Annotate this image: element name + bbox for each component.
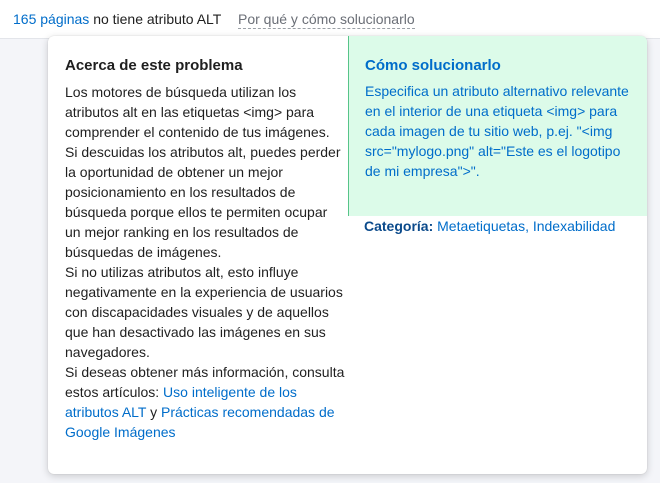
about-paragraph-3-prefix: Si deseas obtener más información, consulta estos artículos: (65, 364, 345, 400)
how-to-fix-title: Cómo solucionarlo (365, 57, 501, 74)
why-and-how-link[interactable]: Por qué y cómo solucionarlo (238, 11, 415, 27)
about-paragraph-2: Si no utilizas atributos alt, esto influye negativamente en la experiencia de usuarios con discapacidades visuales y de aquellos que han desactivado las imágenes en sus navegadores. (65, 264, 343, 360)
category-value[interactable]: Metaetiquetas, Indexabilidad (437, 218, 616, 234)
pages-count-link[interactable]: 165 páginas (13, 11, 90, 27)
issue-text: no tiene atributo ALT (93, 11, 222, 27)
issue-info-popover (48, 36, 647, 474)
issue-summary (13, 11, 415, 27)
about-paragraph-3 (65, 362, 345, 442)
category-label: Categoría: (364, 218, 434, 234)
how-to-fix-text: Especifica un atributo alternativo relevante en el interior de una etiqueta <img> para cada imagen de tu sitio web, p.ej. "<img src="mylogo.png" alt="Este es el logotipo de mi empresa">". (365, 83, 629, 179)
about-title: Acerca de este problema (65, 57, 243, 74)
conjunction-text: y (146, 404, 161, 420)
category-line (364, 218, 615, 234)
how-to-fix-panel (348, 36, 647, 216)
smart-alt-attributes-link[interactable]: Uso inteligente de los atributos ALT (65, 384, 297, 420)
about-section (65, 57, 345, 442)
google-images-best-practices-link[interactable]: Prácticas recomendadas de Google Imágenes (65, 404, 335, 440)
issue-header (0, 0, 660, 38)
about-paragraph-1: Los motores de búsqueda utilizan los atributos alt en las etiquetas <img> para comprender el contenido de tus imágenes. Si descuidas los atributos alt, puedes perder la oportunidad de obtener un mejor posicionamiento en los resultados de búsqueda porque ellos te permiten ocupar un mejor ranking en los resultados de búsquedas de imágenes. (65, 84, 341, 260)
